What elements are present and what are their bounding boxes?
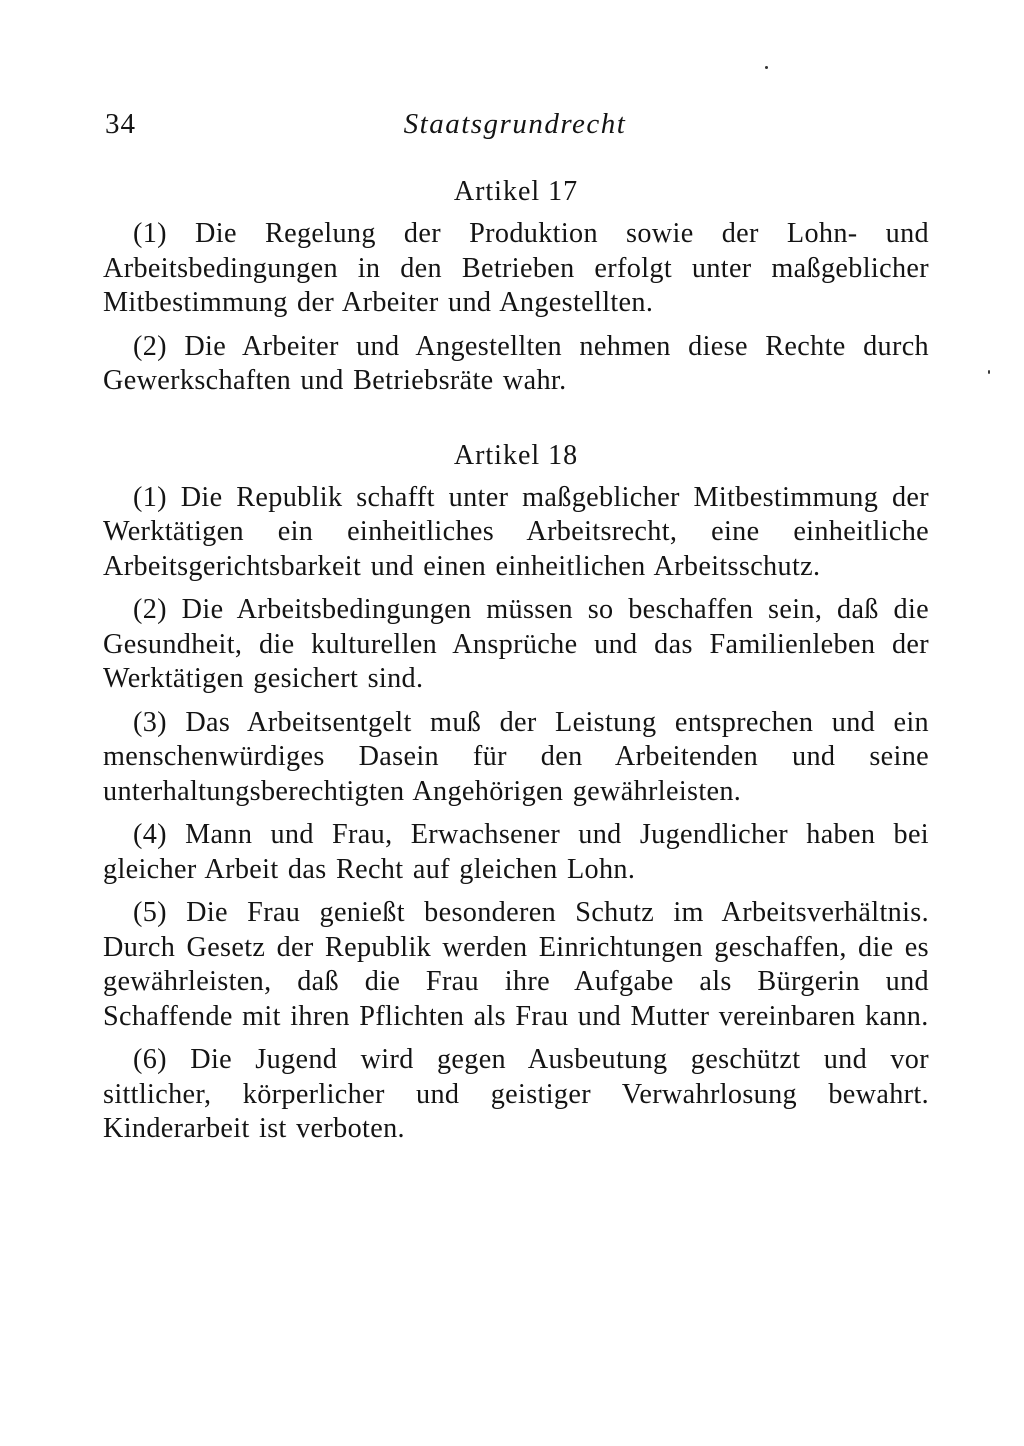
article-paragraph: (2) Die Arbeiter und Angestellten nehmen diese Rechte durch Gewerkschaften und Betriebsräte wahr. bbox=[103, 330, 929, 396]
print-speck bbox=[765, 66, 768, 69]
article-paragraph: (4) Mann und Frau, Erwachsener und Jugendlicher haben bei gleicher Arbeit das Recht auf gleichen Lohn. bbox=[103, 819, 929, 885]
article-heading: Artikel 17 bbox=[453, 176, 579, 207]
page-header bbox=[105, 108, 925, 148]
article-paragraph: (1) Die Regelung der Produktion sowie der Lohn- und Arbeitsbedingungen in den Betrieben erfolgt unter maßgeblicher Mitbestimmung der Arbeiter und Angestellten. bbox=[103, 218, 929, 318]
article-paragraph: (3) Das Arbeitsentgelt muß der Leistung entsprechen und ein menschenwürdiges Dasein für den Arbeitenden und seine unterhaltungsberechtigten Angehörigen gewährleisten. bbox=[103, 706, 929, 807]
document-body bbox=[103, 175, 929, 1156]
running-title: Staatsgrundrecht bbox=[403, 108, 627, 140]
article-heading: Artikel 18 bbox=[453, 439, 579, 471]
print-speck bbox=[988, 370, 990, 374]
article-17 bbox=[103, 175, 929, 399]
article-paragraph: (2) Die Arbeitsbedingungen müssen so beschaffen sein, daß die Gesundheit, die kulturellen Ansprüche und das Familienleben der Werktätigen gesichert sind. bbox=[103, 594, 929, 694]
page-number: 34 bbox=[105, 108, 136, 140]
article-paragraph: (6) Die Jugend wird gegen Ausbeutung geschützt und vor sittlicher, körperlicher und geistiger Verwahrlosung bewahrt. Kinderarbeit ist verboten. bbox=[103, 1044, 929, 1144]
article-18 bbox=[103, 439, 929, 1147]
article-paragraph: (5) Die Frau genießt besonderen Schutz im Arbeitsverhältnis. Durch Gesetz der Republik werden Einrichtungen geschaffen, die es gewährleisten, daß die Frau ihre Aufgabe als Bürgerin und Schaffende mit ihren Pflichten als Frau und Mutter vereinbaren kann. bbox=[103, 897, 929, 1032]
article-paragraph: (1) Die Republik schafft unter maßgeblicher Mitbestimmung der Werktätigen ein einheitliches Arbeitsrecht, eine einheitliche Arbeitsgerichtsbarkeit und einen einheitlichen Arbeitsschutz. bbox=[103, 481, 929, 582]
